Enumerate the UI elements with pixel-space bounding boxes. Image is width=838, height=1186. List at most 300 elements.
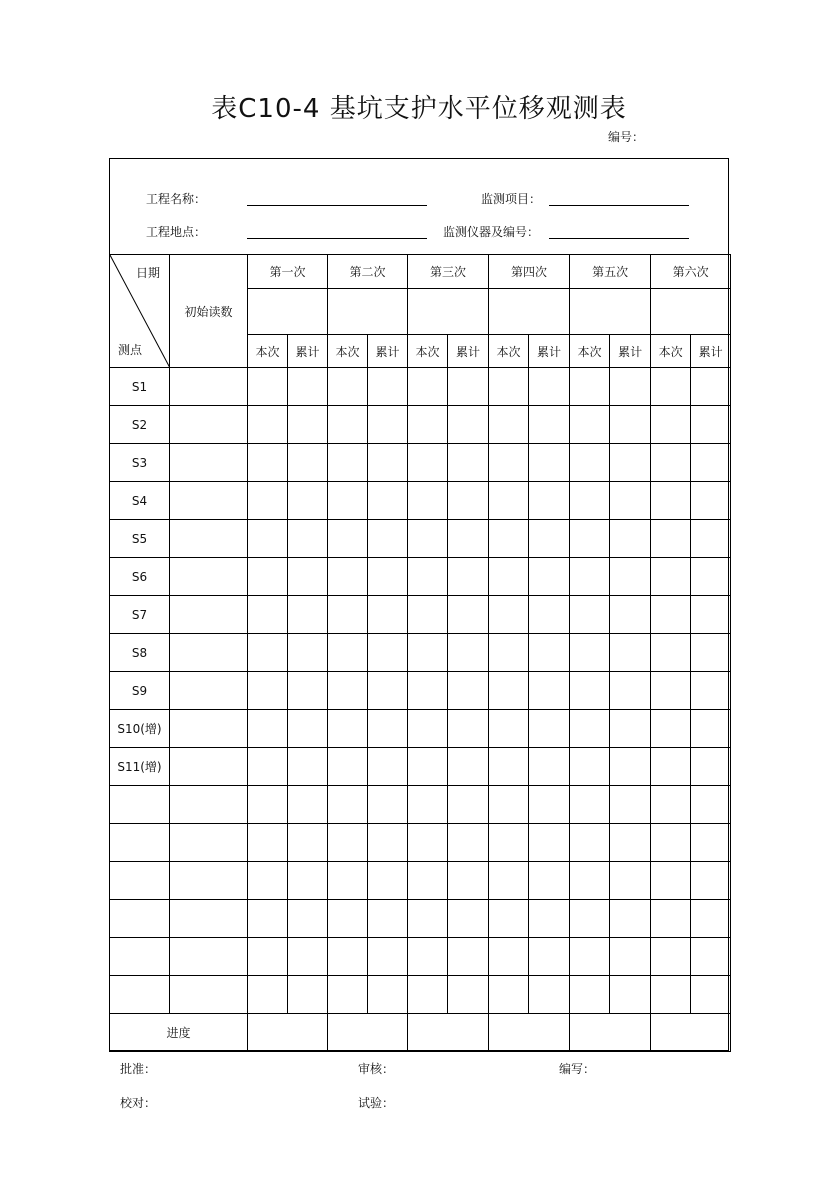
reading-cell[interactable] xyxy=(248,710,288,748)
reading-cell[interactable] xyxy=(288,900,328,938)
reading-cell[interactable] xyxy=(570,748,610,786)
reading-cell[interactable] xyxy=(489,596,529,634)
initial-reading-cell[interactable] xyxy=(170,672,248,710)
round-date-cell[interactable] xyxy=(328,289,408,335)
reading-cell[interactable] xyxy=(448,368,489,406)
reading-cell[interactable] xyxy=(651,862,691,900)
reading-cell[interactable] xyxy=(489,976,529,1014)
reading-cell[interactable] xyxy=(489,558,529,596)
reading-cell[interactable] xyxy=(448,672,489,710)
reading-cell[interactable] xyxy=(408,710,448,748)
reading-cell[interactable] xyxy=(610,406,651,444)
this-time-header: 本次 xyxy=(651,335,691,368)
reading-cell[interactable] xyxy=(529,444,570,482)
reading-cell[interactable] xyxy=(691,900,731,938)
cumulative-header: 累计 xyxy=(610,335,651,368)
this-time-header: 本次 xyxy=(570,335,610,368)
reading-cell[interactable] xyxy=(691,748,731,786)
initial-reading-cell[interactable] xyxy=(170,406,248,444)
test-label: 试验： xyxy=(358,1096,395,1110)
initial-reading-cell[interactable] xyxy=(170,482,248,520)
reading-cell[interactable] xyxy=(570,520,610,558)
date-header: 日期 xyxy=(135,266,160,280)
round-date-cell[interactable] xyxy=(489,289,570,335)
reading-cell[interactable] xyxy=(448,862,489,900)
reading-cell[interactable] xyxy=(408,482,448,520)
reading-cell[interactable] xyxy=(489,786,529,824)
reading-cell[interactable] xyxy=(248,482,288,520)
initial-reading-cell[interactable] xyxy=(170,786,248,824)
point-label: S1 xyxy=(110,368,170,406)
reading-cell[interactable] xyxy=(368,900,408,938)
cumulative-header: 累计 xyxy=(288,335,328,368)
reading-cell[interactable] xyxy=(328,976,368,1014)
progress-cell[interactable] xyxy=(651,1014,731,1052)
point-label: S2 xyxy=(110,406,170,444)
page-title: 表C10-4 基坑支护水平位移观测表 xyxy=(211,94,627,124)
reading-cell[interactable] xyxy=(691,786,731,824)
reading-cell[interactable] xyxy=(529,786,570,824)
reading-cell[interactable] xyxy=(610,862,651,900)
project-name-field[interactable] xyxy=(247,205,427,206)
reading-cell[interactable] xyxy=(529,710,570,748)
reading-cell[interactable] xyxy=(328,672,368,710)
reading-cell[interactable] xyxy=(408,596,448,634)
reading-cell[interactable] xyxy=(248,938,288,976)
reading-cell[interactable] xyxy=(248,900,288,938)
reading-cell[interactable] xyxy=(489,862,529,900)
initial-reading-cell[interactable] xyxy=(170,710,248,748)
reading-cell[interactable] xyxy=(529,368,570,406)
reading-cell[interactable] xyxy=(610,368,651,406)
reading-cell[interactable] xyxy=(570,976,610,1014)
reading-cell[interactable] xyxy=(651,482,691,520)
reading-cell[interactable] xyxy=(368,482,408,520)
reading-cell[interactable] xyxy=(570,824,610,862)
point-label xyxy=(110,900,170,938)
reading-cell[interactable] xyxy=(408,520,448,558)
reading-cell[interactable] xyxy=(248,748,288,786)
point-label: S9 xyxy=(110,672,170,710)
reading-cell[interactable] xyxy=(610,482,651,520)
reading-cell[interactable] xyxy=(328,596,368,634)
reading-cell[interactable] xyxy=(651,786,691,824)
reading-cell[interactable] xyxy=(288,558,328,596)
reading-cell[interactable] xyxy=(448,976,489,1014)
reading-cell[interactable] xyxy=(529,824,570,862)
table-row xyxy=(110,786,731,824)
reading-cell[interactable] xyxy=(691,672,731,710)
reading-cell[interactable] xyxy=(248,444,288,482)
reading-cell[interactable] xyxy=(248,558,288,596)
reading-cell[interactable] xyxy=(570,900,610,938)
reading-cell[interactable] xyxy=(368,786,408,824)
reading-cell[interactable] xyxy=(610,938,651,976)
reading-cell[interactable] xyxy=(408,406,448,444)
reading-cell[interactable] xyxy=(610,900,651,938)
this-time-header: 本次 xyxy=(489,335,529,368)
round-date-cell[interactable] xyxy=(408,289,489,335)
reading-cell[interactable] xyxy=(651,938,691,976)
reading-cell[interactable] xyxy=(328,444,368,482)
reading-cell[interactable] xyxy=(610,976,651,1014)
reading-cell[interactable] xyxy=(529,520,570,558)
reading-cell[interactable] xyxy=(288,520,328,558)
reading-cell[interactable] xyxy=(448,900,489,938)
reading-cell[interactable] xyxy=(248,596,288,634)
reading-cell[interactable] xyxy=(368,520,408,558)
corner-cell xyxy=(110,255,170,368)
table-row xyxy=(110,558,731,596)
reading-cell[interactable] xyxy=(691,482,731,520)
initial-reading-cell[interactable] xyxy=(170,558,248,596)
point-label xyxy=(110,786,170,824)
reading-cell[interactable] xyxy=(368,710,408,748)
reading-cell[interactable] xyxy=(328,406,368,444)
cumulative-header: 累计 xyxy=(368,335,408,368)
reading-cell[interactable] xyxy=(328,520,368,558)
reading-cell[interactable] xyxy=(368,596,408,634)
reading-cell[interactable] xyxy=(408,786,448,824)
progress-cell[interactable] xyxy=(248,1014,328,1052)
reading-cell[interactable] xyxy=(691,938,731,976)
reading-cell[interactable] xyxy=(248,976,288,1014)
reading-cell[interactable] xyxy=(248,786,288,824)
point-label: S6 xyxy=(110,558,170,596)
reading-cell[interactable] xyxy=(570,938,610,976)
reading-cell[interactable] xyxy=(570,558,610,596)
reading-cell[interactable] xyxy=(610,786,651,824)
table-row xyxy=(110,862,731,900)
point-label: S4 xyxy=(110,482,170,520)
reading-cell[interactable] xyxy=(248,368,288,406)
reading-cell[interactable] xyxy=(448,596,489,634)
initial-reading-header: 初始读数 xyxy=(170,255,248,368)
table-row xyxy=(110,482,731,520)
initial-reading-cell[interactable] xyxy=(170,368,248,406)
initial-reading-cell[interactable] xyxy=(170,938,248,976)
reading-cell[interactable] xyxy=(288,368,328,406)
reading-cell[interactable] xyxy=(368,672,408,710)
reading-cell[interactable] xyxy=(328,824,368,862)
reading-cell[interactable] xyxy=(651,824,691,862)
reading-cell[interactable] xyxy=(448,748,489,786)
reading-cell[interactable] xyxy=(328,748,368,786)
reading-cell[interactable] xyxy=(489,710,529,748)
reading-cell[interactable] xyxy=(328,368,368,406)
round-header: 第四次 xyxy=(489,255,570,289)
table-row xyxy=(110,672,731,710)
monitor-item-field[interactable] xyxy=(549,205,689,206)
reading-cell[interactable] xyxy=(529,976,570,1014)
reading-cell[interactable] xyxy=(489,824,529,862)
reading-cell[interactable] xyxy=(691,444,731,482)
progress-cell[interactable] xyxy=(328,1014,408,1052)
point-label: S8 xyxy=(110,634,170,672)
round-header: 第六次 xyxy=(651,255,731,289)
round-date-cell[interactable] xyxy=(248,289,328,335)
reading-cell[interactable] xyxy=(288,596,328,634)
reading-cell[interactable] xyxy=(408,900,448,938)
reading-cell[interactable] xyxy=(368,976,408,1014)
initial-reading-cell[interactable] xyxy=(170,862,248,900)
reading-cell[interactable] xyxy=(288,444,328,482)
reading-cell[interactable] xyxy=(408,862,448,900)
reading-cell[interactable] xyxy=(328,900,368,938)
round-header: 第一次 xyxy=(248,255,328,289)
reading-cell[interactable] xyxy=(368,634,408,672)
reading-cell[interactable] xyxy=(489,406,529,444)
reading-cell[interactable] xyxy=(368,558,408,596)
reading-cell[interactable] xyxy=(610,520,651,558)
cumulative-header: 累计 xyxy=(691,335,731,368)
reading-cell[interactable] xyxy=(288,748,328,786)
round-date-cell[interactable] xyxy=(570,289,651,335)
reading-cell[interactable] xyxy=(691,520,731,558)
reading-cell[interactable] xyxy=(651,672,691,710)
progress-row xyxy=(110,1014,731,1052)
reading-cell[interactable] xyxy=(408,824,448,862)
reading-cell[interactable] xyxy=(570,482,610,520)
reading-cell[interactable] xyxy=(610,710,651,748)
project-name-label: 工程名称： xyxy=(146,192,207,206)
round-header: 第二次 xyxy=(328,255,408,289)
reading-cell[interactable] xyxy=(610,444,651,482)
reading-cell[interactable] xyxy=(651,976,691,1014)
reading-cell[interactable] xyxy=(651,900,691,938)
reading-cell[interactable] xyxy=(288,406,328,444)
reading-cell[interactable] xyxy=(529,862,570,900)
reading-cell[interactable] xyxy=(570,368,610,406)
reading-cell[interactable] xyxy=(328,786,368,824)
reading-cell[interactable] xyxy=(288,672,328,710)
table-row xyxy=(110,596,731,634)
point-label: S10(增) xyxy=(110,710,170,748)
reading-cell[interactable] xyxy=(529,482,570,520)
reading-cell[interactable] xyxy=(529,938,570,976)
reading-cell[interactable] xyxy=(248,862,288,900)
reading-cell[interactable] xyxy=(489,672,529,710)
reading-cell[interactable] xyxy=(368,406,408,444)
table-row xyxy=(110,368,731,406)
instrument-field[interactable] xyxy=(549,238,689,239)
point-label: S3 xyxy=(110,444,170,482)
reading-cell[interactable] xyxy=(248,634,288,672)
initial-reading-cell[interactable] xyxy=(170,976,248,1014)
table-row xyxy=(110,900,731,938)
table-row xyxy=(110,824,731,862)
progress-cell[interactable] xyxy=(570,1014,651,1052)
reading-cell[interactable] xyxy=(448,558,489,596)
reading-cell[interactable] xyxy=(288,862,328,900)
round-header: 第三次 xyxy=(408,255,489,289)
reading-cell[interactable] xyxy=(328,634,368,672)
reading-cell[interactable] xyxy=(691,976,731,1014)
reading-cell[interactable] xyxy=(408,672,448,710)
table-row xyxy=(110,938,731,976)
reading-cell[interactable] xyxy=(691,824,731,862)
reading-cell[interactable] xyxy=(691,558,731,596)
this-time-header: 本次 xyxy=(408,335,448,368)
initial-reading-cell[interactable] xyxy=(170,596,248,634)
reading-cell[interactable] xyxy=(529,900,570,938)
reading-cell[interactable] xyxy=(651,368,691,406)
reading-cell[interactable] xyxy=(570,710,610,748)
reading-cell[interactable] xyxy=(328,482,368,520)
reading-cell[interactable] xyxy=(288,938,328,976)
project-location-field[interactable] xyxy=(247,238,427,239)
reading-cell[interactable] xyxy=(610,558,651,596)
reading-cell[interactable] xyxy=(448,938,489,976)
initial-reading-cell[interactable] xyxy=(170,824,248,862)
reading-cell[interactable] xyxy=(368,748,408,786)
point-header: 测点 xyxy=(118,343,143,357)
reading-cell[interactable] xyxy=(448,482,489,520)
write-label: 编写： xyxy=(559,1062,596,1076)
reading-cell[interactable] xyxy=(368,368,408,406)
reading-cell[interactable] xyxy=(448,786,489,824)
instrument-label: 监测仪器及编号： xyxy=(443,225,540,239)
point-label xyxy=(110,938,170,976)
check-label: 校对： xyxy=(120,1096,157,1110)
progress-cell[interactable] xyxy=(489,1014,570,1052)
point-label: S11(增) xyxy=(110,748,170,786)
reading-cell[interactable] xyxy=(288,634,328,672)
round-header: 第五次 xyxy=(570,255,651,289)
reading-cell[interactable] xyxy=(651,558,691,596)
reading-cell[interactable] xyxy=(610,596,651,634)
reading-cell[interactable] xyxy=(651,748,691,786)
reading-cell[interactable] xyxy=(529,748,570,786)
reading-cell[interactable] xyxy=(368,824,408,862)
monitor-item-label: 监测项目： xyxy=(481,192,542,206)
reading-cell[interactable] xyxy=(529,634,570,672)
reading-cell[interactable] xyxy=(489,520,529,558)
reading-cell[interactable] xyxy=(489,900,529,938)
reading-cell[interactable] xyxy=(408,634,448,672)
reading-cell[interactable] xyxy=(651,710,691,748)
reading-cell[interactable] xyxy=(570,862,610,900)
reading-cell[interactable] xyxy=(651,596,691,634)
point-label: S7 xyxy=(110,596,170,634)
reading-cell[interactable] xyxy=(610,672,651,710)
table-row xyxy=(110,444,731,482)
reading-cell[interactable] xyxy=(328,710,368,748)
cumulative-header: 累计 xyxy=(529,335,570,368)
reading-cell[interactable] xyxy=(651,406,691,444)
reading-cell[interactable] xyxy=(448,520,489,558)
reading-cell[interactable] xyxy=(408,938,448,976)
reading-cell[interactable] xyxy=(248,824,288,862)
reading-cell[interactable] xyxy=(448,634,489,672)
reading-cell[interactable] xyxy=(691,368,731,406)
reading-cell[interactable] xyxy=(570,786,610,824)
reading-cell[interactable] xyxy=(651,520,691,558)
progress-cell[interactable] xyxy=(408,1014,489,1052)
reading-cell[interactable] xyxy=(489,444,529,482)
cumulative-header: 累计 xyxy=(448,335,489,368)
reading-cell[interactable] xyxy=(570,634,610,672)
reading-cell[interactable] xyxy=(570,444,610,482)
reading-cell[interactable] xyxy=(408,444,448,482)
reading-cell[interactable] xyxy=(328,558,368,596)
reading-cell[interactable] xyxy=(368,862,408,900)
progress-label: 进度 xyxy=(110,1014,248,1052)
reading-cell[interactable] xyxy=(570,596,610,634)
table-row xyxy=(110,748,731,786)
reading-cell[interactable] xyxy=(489,748,529,786)
reading-cell[interactable] xyxy=(408,558,448,596)
reading-cell[interactable] xyxy=(691,710,731,748)
initial-reading-cell[interactable] xyxy=(170,748,248,786)
reading-cell[interactable] xyxy=(248,672,288,710)
reading-cell[interactable] xyxy=(691,596,731,634)
reading-cell[interactable] xyxy=(529,558,570,596)
table-row xyxy=(110,634,731,672)
reading-cell[interactable] xyxy=(651,444,691,482)
reading-cell[interactable] xyxy=(570,406,610,444)
reading-cell[interactable] xyxy=(610,824,651,862)
reading-cell[interactable] xyxy=(529,406,570,444)
reading-cell[interactable] xyxy=(529,672,570,710)
initial-reading-cell[interactable] xyxy=(170,444,248,482)
review-label: 审核： xyxy=(358,1062,395,1076)
table-row xyxy=(110,406,731,444)
initial-reading-cell[interactable] xyxy=(170,520,248,558)
reading-cell[interactable] xyxy=(368,938,408,976)
this-time-header: 本次 xyxy=(328,335,368,368)
initial-reading-cell[interactable] xyxy=(170,900,248,938)
reading-cell[interactable] xyxy=(408,368,448,406)
reading-cell[interactable] xyxy=(489,368,529,406)
reading-cell[interactable] xyxy=(328,938,368,976)
reading-cell[interactable] xyxy=(288,976,328,1014)
reading-cell[interactable] xyxy=(489,634,529,672)
reading-cell[interactable] xyxy=(328,862,368,900)
reading-cell[interactable] xyxy=(248,406,288,444)
doc-number-label: 编号： xyxy=(608,130,645,144)
point-label xyxy=(110,976,170,1014)
table-row xyxy=(110,710,731,748)
reading-cell[interactable] xyxy=(691,862,731,900)
reading-cell[interactable] xyxy=(288,824,328,862)
reading-cell[interactable] xyxy=(288,710,328,748)
reading-cell[interactable] xyxy=(448,406,489,444)
reading-cell[interactable] xyxy=(489,482,529,520)
round-date-cell[interactable] xyxy=(651,289,731,335)
reading-cell[interactable] xyxy=(691,634,731,672)
table-row xyxy=(110,976,731,1014)
reading-cell[interactable] xyxy=(288,482,328,520)
reading-cell[interactable] xyxy=(368,444,408,482)
reading-cell[interactable] xyxy=(448,824,489,862)
observation-table xyxy=(109,254,731,1052)
reading-cell[interactable] xyxy=(448,710,489,748)
reading-cell[interactable] xyxy=(288,786,328,824)
reading-cell[interactable] xyxy=(408,748,448,786)
reading-cell[interactable] xyxy=(691,406,731,444)
reading-cell[interactable] xyxy=(408,976,448,1014)
initial-reading-cell[interactable] xyxy=(170,634,248,672)
reading-cell[interactable] xyxy=(529,596,570,634)
reading-cell[interactable] xyxy=(651,634,691,672)
reading-cell[interactable] xyxy=(570,672,610,710)
reading-cell[interactable] xyxy=(448,444,489,482)
reading-cell[interactable] xyxy=(610,634,651,672)
reading-cell[interactable] xyxy=(610,748,651,786)
reading-cell[interactable] xyxy=(489,938,529,976)
reading-cell[interactable] xyxy=(248,520,288,558)
